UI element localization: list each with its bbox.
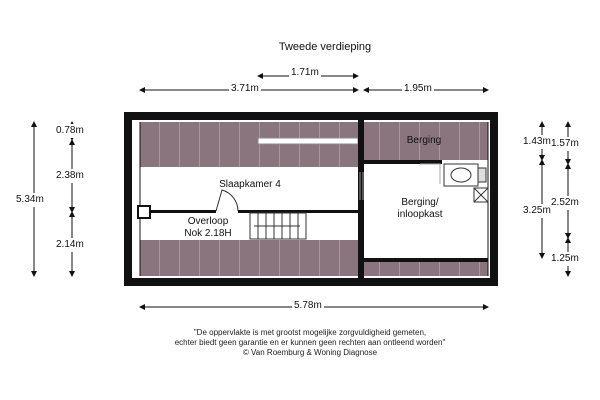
interior-wall-right-lower (364, 258, 488, 262)
hatch-box (474, 188, 488, 202)
dim-bottom: 5.78m (294, 300, 322, 311)
dim-right-inner-2: 3.25m (523, 205, 551, 216)
room-storage-label: Berging (406, 135, 442, 146)
staircase (250, 213, 306, 239)
interior-wall-right-horizontal (364, 160, 442, 164)
dim-top-left: 3.71m (231, 83, 259, 94)
dim-right-inner-1: 1.43m (523, 136, 551, 147)
dim-top-right: 1.95m (404, 83, 432, 94)
room-bedroom-label: Slaapkamer 4 (219, 179, 281, 190)
disclaimer (60, 328, 560, 358)
dim-left-2: 2.38m (56, 170, 84, 181)
room-walkin-label (372, 197, 468, 221)
disclaimer-copyright: © Van Roemburg & Woning Diagnose (242, 348, 378, 357)
room-landing-label (168, 216, 248, 240)
partition-left (150, 210, 216, 213)
skylight (258, 138, 358, 144)
roof-slope-bottom-left (140, 240, 358, 276)
roof-slope-bottom-right (364, 262, 488, 276)
dim-left-3: 2.14m (56, 239, 84, 250)
dim-right-outer-2: 2.52m (551, 197, 579, 208)
disclaimer-line1: "De oppervlakte is met grootst mogelijke zorgvuldigheid gemeten, (193, 328, 427, 337)
dim-right-outer-3: 1.25m (551, 253, 579, 264)
dim-top-inner: 1.71m (291, 67, 319, 78)
floor-title: Tweede verdieping (278, 41, 372, 53)
dim-right-outer-1: 1.57m (551, 138, 579, 149)
dim-left-total: 5.34m (16, 194, 44, 205)
room-walkin-label-line1: Berging/ (401, 197, 439, 208)
disclaimer-line2: echter biedt geen garantie en er kunnen geen rechten aan ontleend worden" (174, 338, 446, 347)
room-landing-label-line2: Nok 2.18H (184, 228, 232, 239)
room-landing-label-line1: Overloop (187, 216, 229, 227)
chimney (138, 206, 150, 218)
dim-left-1: 0.78m (56, 125, 84, 136)
room-walkin-label-line2: inloopkast (397, 209, 443, 220)
